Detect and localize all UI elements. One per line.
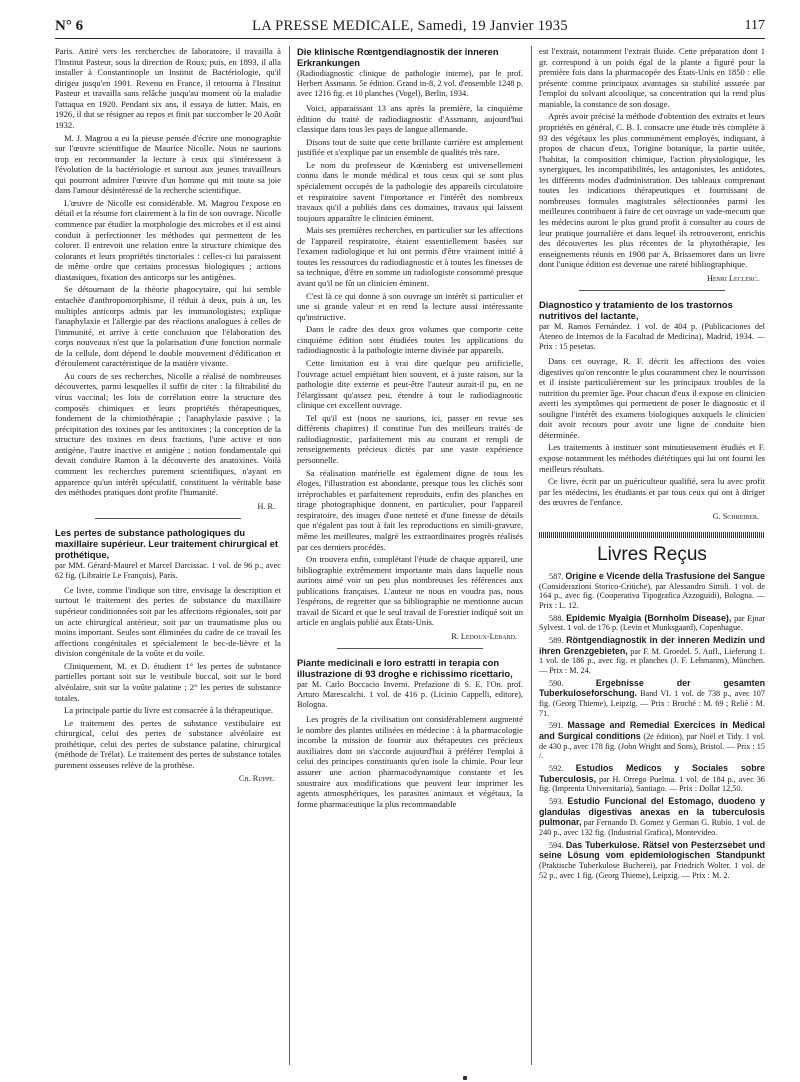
book-number: 591.: [549, 721, 564, 731]
paragraph: Mais ses premières recherches, en particulier sur les affections de l'appareil respiratoire, étaient essentiellement basées sur l'examen radiologique et lui ont permis d'être vraiment initié à toutes les ressources du radiodiagnostic et à toutes les finesses de sa technique, d'être en somme un radiologiste consommé presque avant qu'il ne fût un clinicien éminent.: [297, 225, 523, 289]
paragraph: Le traitement des pertes de substance vestibulaire est chirurgical, celui des pertes de substance alvéolaire est prothétique, celui des pertes de substance palatine, chirurgical (méthode de Trélat). Le traitement des pertes de substance totales purement osseuses relève de la prothèse.: [55, 717, 281, 770]
book-entry: [539, 678, 765, 719]
book-entry: [539, 796, 765, 838]
signature: R. Ledoux-Lebard.: [451, 632, 517, 642]
article-title: Diagnostico y tratamiento de los trastornos nutritivos del lactante,: [539, 298, 733, 321]
books-received-heading: Livres Reçus: [597, 543, 707, 565]
paragraph: est l'extrait, notamment l'extrait fluide. Cette préparation dont 1 gr. correspond à un poids égal de la plante a figuré pour la première fois dans la pharmacopée des États-Unis en 1850 : elle présente comme principaux avantages sa stabilité assurée par l'emploi du solvant alcoolique, sa concentration qui la rend plus maniable, la constance de son dosage.: [539, 46, 765, 109]
footer-mark: [463, 1076, 467, 1080]
column-1: [55, 46, 281, 1073]
article-meta: (Radiodiagnostic clinique de pathologie interne), par le prof. Herbert Assmann. 5e édition. Grand in-8, 2 vol. d'ensemble 1248 p. avec 1216 fig. et 10 planches (Vogel), Berlin, 1934.: [297, 69, 523, 99]
book-title: Epidemic Myalgia (Bornholm Disease),: [566, 612, 732, 623]
book-entry: [539, 840, 765, 881]
book-title: Röntgendiagnostik in der inneren Medizin und ihren Grenzgebieten,: [539, 634, 765, 656]
separator: [95, 518, 241, 519]
paragraph: Dans le cadre des deux gros volumes que comporte cette cinquième édition sont étudiées toutes les applications du radiodiagnostic à la pathologie interne divisée par appareils.: [297, 324, 523, 356]
book-number: 589.: [549, 635, 564, 645]
signature: H. R.: [257, 501, 275, 511]
book-title: Estudios Medicos y Sociales sobre Tuberculosis,: [539, 762, 765, 784]
article-meta: par M. Ramos Fernández. 1 vol. de 404 p. (Publicaciones del Ateneo de Internos de la Facultad de Medicina), Madrid, 1934. — Prix : 15 pesetas.: [539, 322, 765, 351]
paragraph: Cette limitation est à vrai dire quelque peu artificielle, l'ouvrage actuel empiétant bien souvent, et à juste raison, sur la pathologie dite externe et peut-être l'auteur aurait-il pu, en ne l'élargissant qu'assez peu, étendre à tout le radiodiagnostic clinique cet excellent ouvrage.: [297, 357, 523, 411]
paragraph: Paris. Attiré vers les rercherches de laboratoire, il travailla à l'Institut Pasteur, sous la direction de Roux; puis, en 1893, il alla installer à Constantinople un Institut de Bactériologie, qu'il dirigea jusqu'en 1901. Revenu en France, il retourna à l'Institut Pasteur et travailla sans relâche jusqu'au moment où la maladie l'attaqua en 1920. Pendant six ans, il essaya de lutter. Mais, en 1926, il dut se résigner au repos et finit par succomber le 20 Août 1932.: [55, 46, 281, 130]
paragraph: Ce livre, écrit par un puériculteur qualifié, sera lu avec profit par les médecins, les étudiants et par tous ceux qui ont à diriger des œuvres de l'enfance.: [539, 476, 765, 508]
separator: [337, 648, 483, 649]
book-number: 588.: [549, 613, 564, 623]
paragraph: Se détournant de la théorie phagocytaire, qui lui semble entachée d'anthropomorphisme, il réduit à deux, puis à un, les multiples anticorps admis par les immunologistes; explique l'anaphylaxie et l'allergie par des réactions analogues à celles de l'immunité, et arrive à cette conclusion que l'élaboration des corps nouveaux n'est que la polarisation d'une fonction normale de la cellule, dont dépend le double mouvement d'édification et d'éroulement caractéristique de la matière vivante.: [55, 284, 281, 369]
journal-title: LA PRESSE MEDICALE, Samedi, 19 Janvier 1935: [252, 18, 568, 34]
article-title: Piante medicinali e loro estratti in terapia con illustrazione di 93 droghe e richissimo ricettario,: [297, 657, 513, 680]
paragraph: Dans cet ouvrage, R. F. décrit les affections des voies digestives qu'on rencontre le plus couramment chez le nourrisson et il insiste particulièrement sur les principaux troubles de la nutrition du premier âge. Pour chacun d'eux il expose en clinicien averti les symptômes qui permettent de poser le diagnostic et il souligne l'intérêt des examens biologiques auxquels le clinicien doit avoir recours pour avoir une ligne de conduite bien déterminée.: [539, 355, 765, 440]
columns: [55, 46, 765, 1073]
article-meta: par M. Carlo Boccacio Inverni. Prefazione di S. E. l'On. prof. Arturo Marescalchi. 1 vol. de 416 p. (Licinio Cappelli, editore), Bologna.: [297, 680, 523, 710]
paragraph: On trouvera enfin, complétant l'étude de chaque appareil, une bibliographie extrêmement importante mais dans laquelle nous aurions aimé voir un peu plus nombreuses les références aux publications françaises. L'auteur ne nous en voudra pas, nous l'espérons, de regretter que sa bibliographie ne mentionne aucun travail de Sicard et que le seul travail de Forestier indiqué soit un article en anglais publié aux États-Unis.: [297, 554, 523, 628]
book-title: Massage and Remedial Exercices in Medical and Surgical conditions: [539, 720, 765, 741]
paragraph: Ce livre, comme l'indique son titre, envisage la description et surtout le traitement des pertes de substance du maxillaire supérieur conditionnées soit par les affections régionales, soit par un acte chirurgical antérieur, soit par un traumatisme plus ou moins important. Seules sont éliminées du cadre de ce travail les affections congénitales et spécialement le bec-de-lièvre et la division congénitale de la voûte et du voile.: [55, 584, 281, 659]
paragraph: M. J. Magrou a eu la pieuse pensée d'écrire une monographie sur l'œuvre scientifique de Maurice Nicolle. Nous ne saurions trop en recommander la lecture à ceux qui s'intéressent à l'évolution de la bactériologie et surtout aux jeunes travailleurs qui pourront admirer l'œuvre d'un homme qui mit toute sa joie dans l'amour désintéressé de la recherche scientifique.: [55, 132, 281, 196]
book-number: 592.: [549, 763, 564, 773]
signature: Henri Leclerc.: [706, 273, 759, 283]
paragraph: Cliniquement, M. et D. étudient 1° les pertes de substance partielles portant soit sur le vestibule buccal, soit sur le bord alvéolaire, soit sur la voûte palatine ; 2° les pertes de substance totales.: [55, 660, 281, 703]
book-number: 587.: [549, 571, 564, 581]
paragraph: Après avoir précisé la méthode d'obtention des extraits et leurs propriétés en général, C. B. I. consacre une étude très complète à 93 des végétaux les plus communément employés, indiquant, à propos de chacun d'eux, l'origine botanique, la partie usitée, l'habitat, la composition chimique, l'action physiologique, les synergiques, les incompatibilités, les antagonistes, les antidotes, les différents modes d'administration. Des tableaux comprenant toutes les indications thérapeutiques et fournissant de nombreuses formules magistrales sélectionnées parmi les meilleures contribuent à faire de cet ouvrage un vade-mecum que les médecins auront le plus grand profit à consulter au cours de leur pratique journalière et dans lequel ils retrouveront, enrichis des découvertes les plus récentes de la phytothérapie, les enseignements réunis en 1908 par A. Brissemoret dans un livre dont l'unique édition est devenue une rareté bibliographique.: [539, 111, 765, 270]
book-entry: [539, 613, 765, 633]
paragraph: Au cours de ses recherches, Nicolle a réalisé de nombreuses découvertes, parmi lesquelles il suffit de citer : la filtrabilité du virus vaccinal; les lois de corrélation entre la structure des composés chimiques et leurs propriétés thérapeutiques, fondement de la chimiothérapie ; l'anaphylaxie passive ; la précipitation des toxines par les antitoxines ; la conception de la structure des toxines en deux fractions, l'une active et non antigène, l'autre inactive et antigène ; notion fondamentale qui devait conduire Ramon à la découverte des anatoxines. Voilà comment les recherches purement scientifiques, n'ayant en apparence qu'un intérêt spéculatif, constituent la véritable base des méthodes pratiques dont profite l'humanité.: [55, 370, 281, 498]
signature: G. Schreiber.: [712, 511, 759, 521]
article-meta: par MM. Gérard-Maurel et Marcel Darcissac. 1 vol. de 96 p., avec 62 fig. (Librairie Le François), Paris.: [55, 560, 281, 580]
book-details: par H. Orrego Puelma. 1 vol. de 184 p., avec 36 fig. (Imprenta Universitaria), Santiago. — Prix : Dollar 12,50.: [539, 774, 765, 794]
column-3: [539, 46, 765, 1073]
article-title: Les pertes de substance pathologiques du maxillaire supérieur. Leur traitement chirurgical et prothétique,: [55, 526, 278, 560]
book-details: par Ejnar Sylvest. 1 vol. de 176 p. (Levin et Munksgaard), Copenhague.: [539, 613, 765, 633]
paragraph: Disons tout de suite que cette brillante carrière est amplement justifiée et s'explique par un ensemble de qualités très rare.: [297, 136, 523, 158]
paragraph: Les progrès de la civilisation ont considérablement augmenté le nombre des plantes utilisées en médecine : à la pharmacologie incombe la mission de fournir aux thérapeutes ces précieux auxiliaires dont on s'accorde aujourd'hui à préférer l'emploi à celui des principes constituants qu'en isole la chimie. Pour leur assurer une action pharmacodynamique constante et les soustraire aux modifications que peuvent leur imprimer les agents atmosphériques, les parasites animaux et végétaux, la forme pharmaceutique la plus recommandable: [297, 714, 523, 809]
book-details: Band VI. 1 vol. de 738 p., avec 107 fig. (Georg Thieme), Leipzig. — Prix : Broché : M. 69 ; Relié : M. 71.: [539, 689, 765, 718]
book-details: par Fernando D. Gomez y German G. Rubio. 1 vol. de 240 p., avec 132 fig. (Industrial Grafica), Montevideo.: [539, 818, 765, 838]
book-entry: [539, 571, 765, 611]
book-number: 594.: [549, 840, 564, 850]
book-title: Ergebnisse der gesamten Tuberkuloseforschung.: [539, 677, 765, 699]
book-details: (2e édition), par Noël et Tidy. 1 vol. de 430 p., avec 178 fig. (John Wright and Sons), Bristol. — Prix : 15 /.: [539, 731, 765, 761]
journal-page: [55, 18, 765, 1073]
section-rule: [539, 532, 765, 538]
paragraph: C'est là ce qui donne à son ouvrage un intérêt si particulier et une si grande valeur et en rend la lecture aussi intéressante qu'instructive.: [297, 290, 523, 322]
paragraph: Le nom du professeur de Kœnisberg est universellement connu dans le monde médical et tous ceux qui se sont plus spécialement occupés de la pathologie des appareils circulatoire et respiratoire savent l'importance et l'intérêt des nombreux travaux qu'il a publiés dans ces domaines, travaux qui laissent toujours apparaître le clinicien éminent.: [297, 159, 523, 223]
books-list: [539, 571, 765, 880]
paragraph: La principale partie du livre est consacrée à la thérapeutique.: [64, 705, 274, 716]
book-entry: [539, 720, 765, 761]
book-title: Origine e Vicende della Trasfusione del Sangue: [565, 570, 765, 581]
article-title: Die klinische Rœntgendiagnostik der inneren Erkrankungen: [297, 46, 499, 69]
page-number: 117: [744, 18, 765, 33]
running-header: [55, 18, 765, 39]
book-title: Das Tuberkulose. Rätsel von Pesterzsebet und seine Lösung vom epidemiologischen Standpunkt: [539, 839, 765, 861]
book-details: (Considerazioni Storico-Critiche), par Alessandro Simili. 1 vol. de 164 p., avec fig. (Cooperativa Tipografica Azzoguidi), Bologna. — Prix : L. 12.: [539, 581, 765, 610]
book-details: par F. M. Groedel. 5. Aufl., Lieferung 1. 1 vol. de 186 p., avec fig. et planches (J. F. Lehmanns), München. — Prix : M. 24.: [539, 646, 765, 675]
column-2: [297, 46, 523, 1073]
paragraph: Tel qu'il est (nous ne saurions, ici, passer en revue ses différents chapitres) il constitue l'un des meilleurs traités de radiodiagnostic, parfaitement mis au courant et rempli de renseignements précieux dictés par une vaste expérience personnelle.: [297, 412, 523, 466]
book-title: Estudio Funcional del Estomago, duodeno y glandulas digestivas anexas en la tuberculosis pulmonar,: [539, 796, 765, 828]
signature: Ch. Ruppe.: [238, 774, 275, 784]
separator: [579, 290, 725, 291]
paragraph: Voici, apparaissant 13 ans après la première, la cinquième édition du traité de radiodiagnostic d'Assmann, aujourd'hui classique dans tous les pays de langue allemande.: [297, 103, 523, 135]
paragraph: L'œuvre de Nicolle est considérable. M. Magrou l'expose en détail et la résume fort clairement à la fin de son ouvrage. Nicolle commence par étudier la morphologie des microbes et il est ainsi conduit à perfectionner les méthodes qui permettent de les colorer. Il entrevoit une relation entre la structure chimique des colorants et leurs propriétés tinctoriales : celles-ci lui paraissent de même ordre que certains processus biologiques ; actions diastasiques, fixation des anticorps sur les antigènes.: [55, 197, 281, 282]
book-entry: [539, 635, 765, 676]
paragraph: Les traitements à instituer sont minutieusement étudiés et F. expose notamment les méthodes diététiques qui lui ont fourni les meilleurs résultats.: [539, 442, 765, 474]
paragraph: Sa réalisation matérielle est également digne de tous les éloges, l'illustration est abondante, presque tous les clichés sont irréprochables et parfaitement reproduits, enfin des planches en tirage photographique donnent, en particulier, pour l'appareil respiratoire, des images d'une netteté et d'une finesse de détails que n'égalent pas tout à fait les reproductions en simili-gravure, même les meilleures, malgré les extraordinaires progrès réalisés par ces derniers procédés.: [297, 467, 523, 552]
book-entry: [539, 763, 765, 794]
book-number: 593.: [549, 797, 564, 806]
book-number: 590.: [549, 678, 564, 688]
issue-number: N° 6: [55, 18, 84, 34]
book-details: (Praktische Tuberkulose Bucherei), par Friedrich Wolter. 1 vol. de 52 p., avec 1 fig. (Georg Thieme), Leipzig. — Prix : M. 2.: [539, 861, 765, 880]
